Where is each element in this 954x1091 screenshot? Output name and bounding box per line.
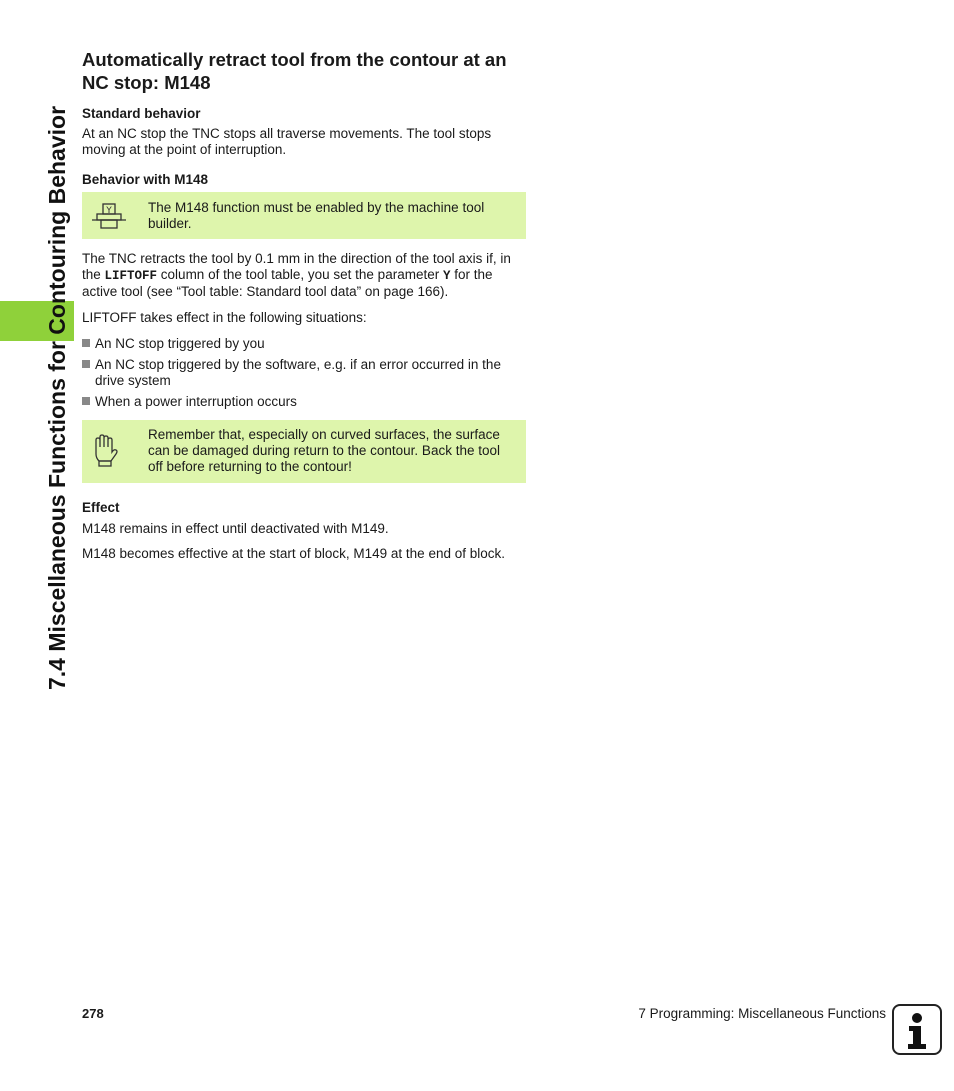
liftoff-paragraph <box>82 251 526 300</box>
standard-behavior-heading: Standard behavior <box>82 106 201 121</box>
list-item: An NC stop triggered by you <box>82 336 526 352</box>
liftoff-text-a: The TNC retracts the tool by 0.1 mm in the direction of the tool axis if, in the <box>82 251 511 282</box>
hand-pointing-icon <box>82 427 148 483</box>
effect-text-1: M148 remains in effect until deactivated with M149. <box>82 521 389 536</box>
machine-tool-builder-icon <box>82 200 148 239</box>
section-heading: Automatically retract tool from the contour at an NC stop: M148 <box>82 49 507 93</box>
liftoff-text-c: for the active tool (see “Tool table: Standard tool data” on page 166). <box>82 267 493 299</box>
list-item: An NC stop triggered by the software, e.g. if an error occurred in the drive system <box>82 357 526 389</box>
parameter-code: Y <box>442 269 451 283</box>
liftoff-text-b: column of the tool table, you set the parameter <box>157 267 443 282</box>
standard-behavior-text: At an NC stop the TNC stops all traverse movements. The tool stops moving at the point of interruption. <box>82 126 492 157</box>
info-icon <box>892 1004 942 1055</box>
svg-text:Y: Y <box>106 206 112 216</box>
effect-text-2: M148 becomes effective at the start of block, M149 at the end of block. <box>82 546 505 561</box>
side-chapter-title: 7.4 Miscellaneous Functions for Contouring Behavior <box>44 105 70 690</box>
liftoff-situations-intro: LIFTOFF takes effect in the following situations: <box>82 310 367 325</box>
footer-chapter-title: 7 Programming: Miscellaneous Functions <box>638 1006 886 1021</box>
bullet-square-icon <box>82 397 90 405</box>
bullet-square-icon <box>82 339 90 347</box>
liftoff-code: LIFTOFF <box>104 269 158 283</box>
situations-list <box>82 336 526 410</box>
machine-builder-note-text: The M148 function must be enabled by the machine tool builder. <box>148 200 485 231</box>
behavior-m148-heading: Behavior with M148 <box>82 172 209 187</box>
page-number: 278 <box>82 1006 104 1021</box>
warning-note <box>82 420 526 483</box>
list-item: When a power interruption occurs <box>82 394 526 410</box>
warning-note-text: Remember that, especially on curved surfaces, the surface can be damaged during return to the contour. Back the tool off before returning to the contour! <box>148 427 500 474</box>
bullet-square-icon <box>82 360 90 368</box>
machine-builder-note <box>82 192 526 239</box>
main-content <box>82 48 526 562</box>
effect-heading: Effect <box>82 500 120 515</box>
